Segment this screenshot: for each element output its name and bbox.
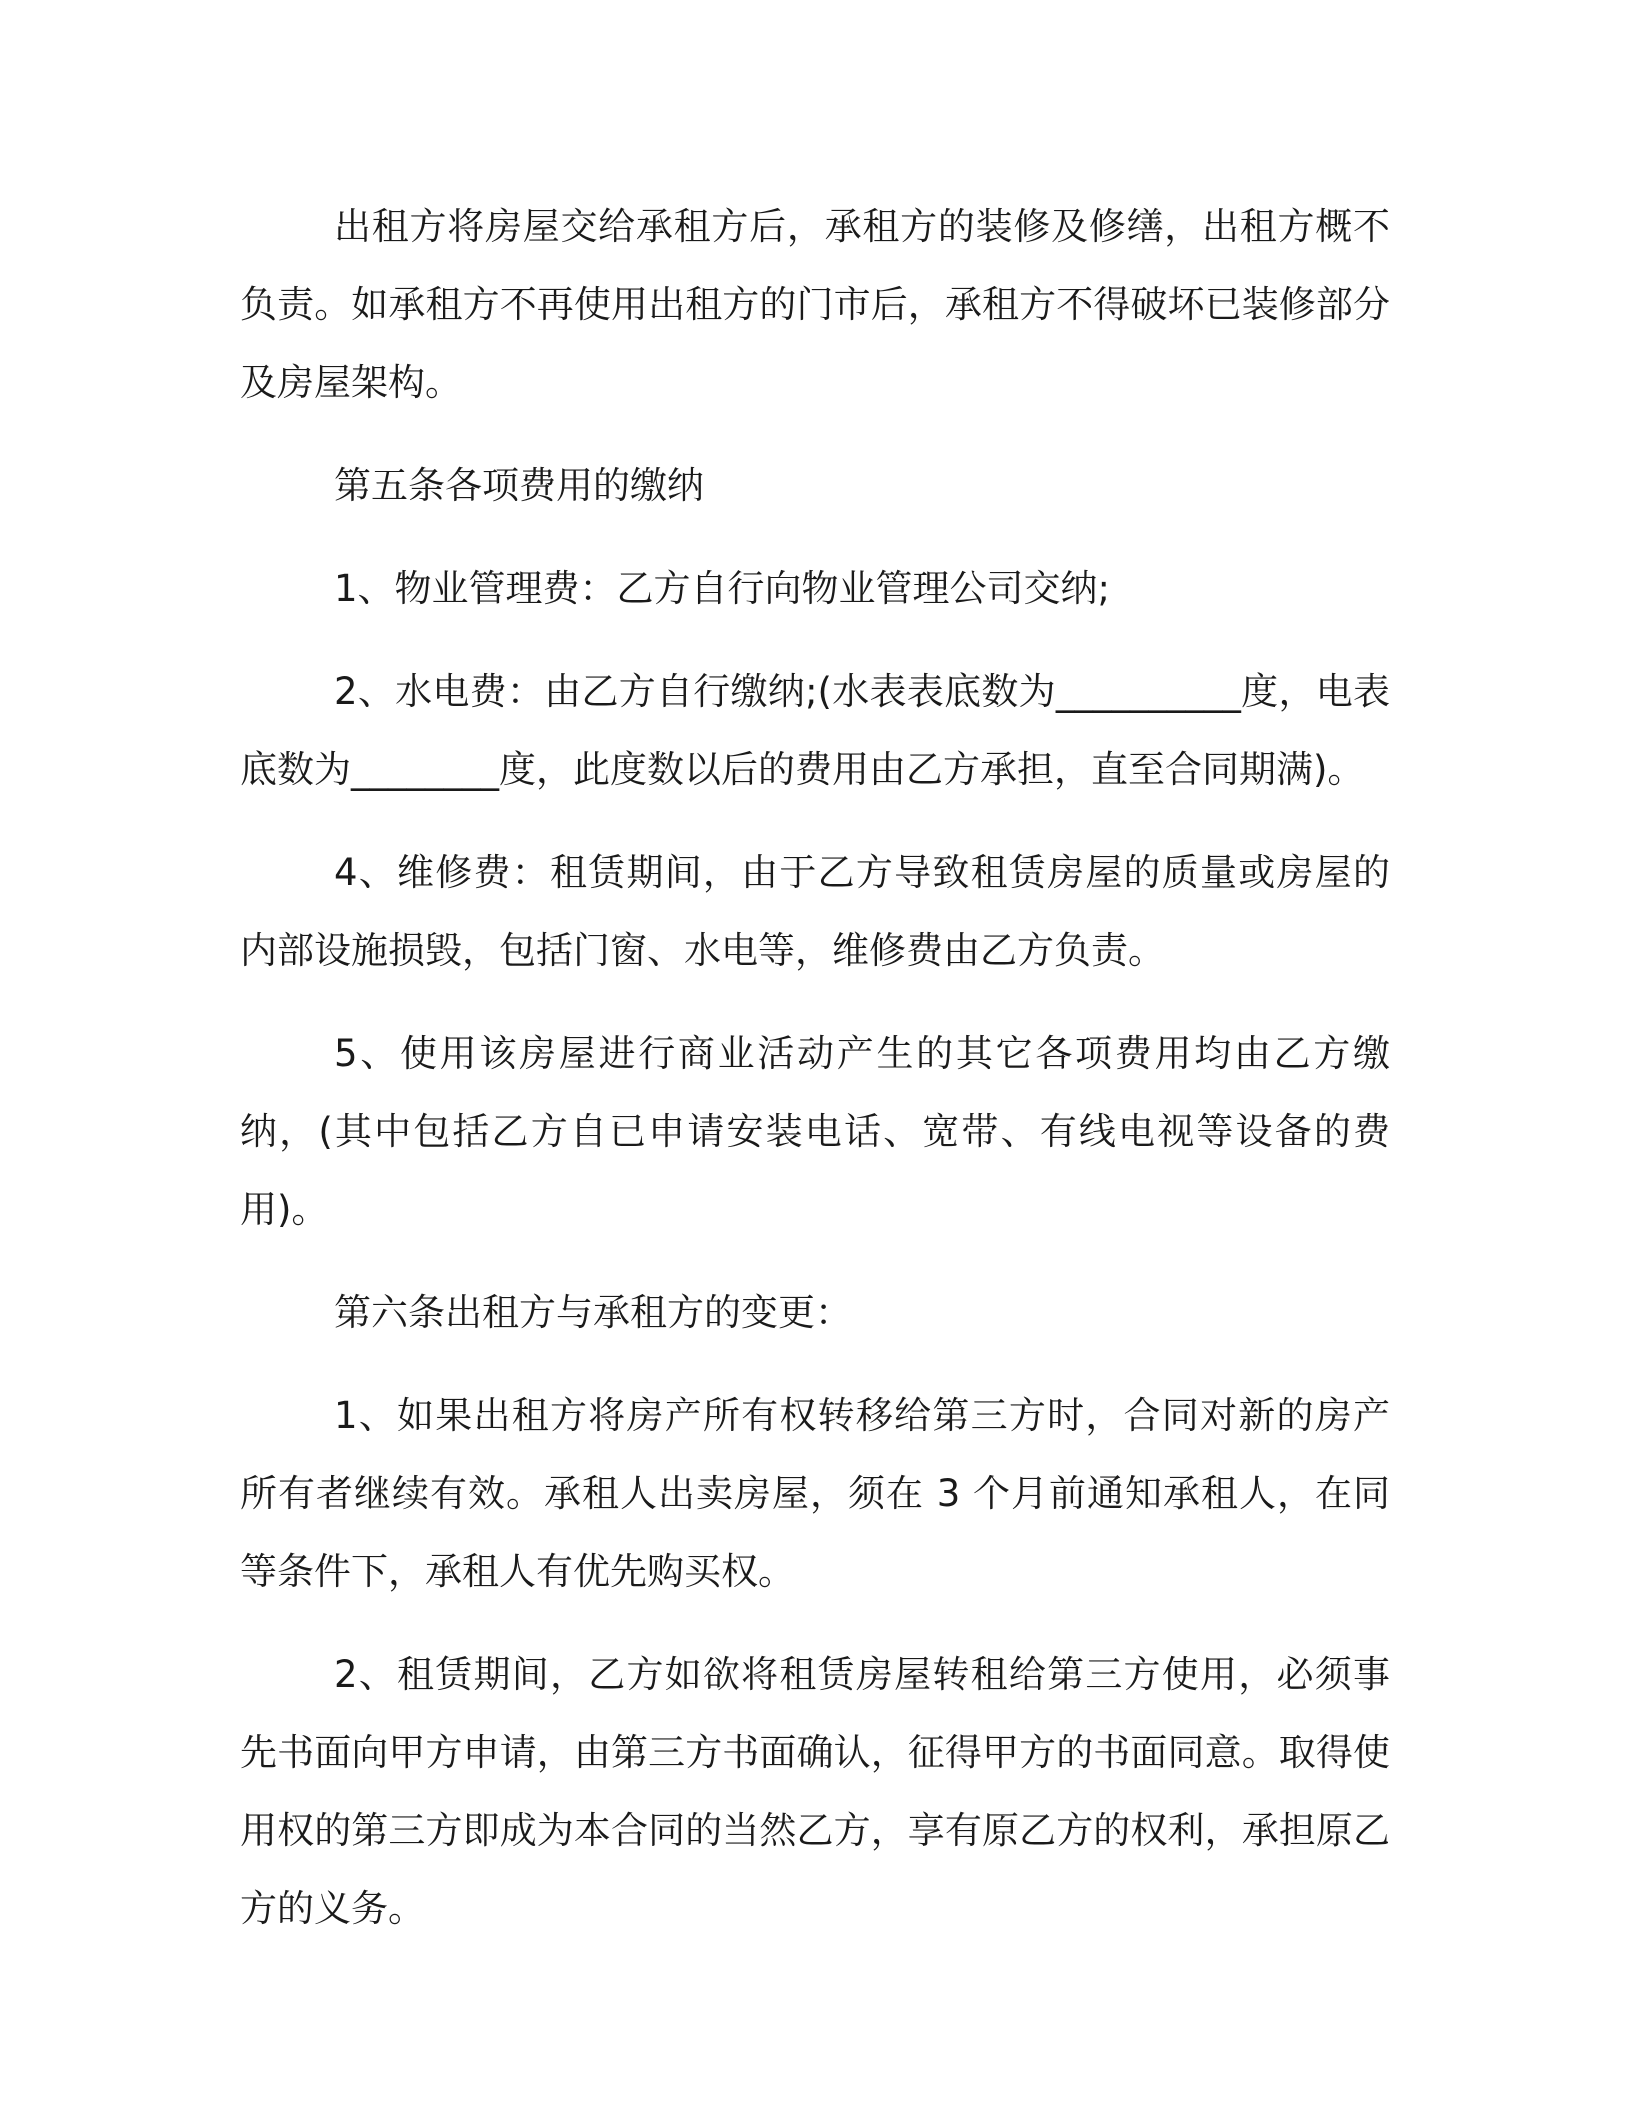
section-heading-article-5: 第五条各项费用的缴纳: [334, 464, 704, 507]
paragraph-other-fees: 5、使用该房屋进行商业活动产生的其它各项费用均由乙方缴纳，(其中包括乙方自已申请安装电话、宽带、有线电视等设备的费用)。: [240, 1032, 1390, 1231]
paragraph-ownership-transfer: 1、如果出租方将房产所有权转移给第三方时，合同对新的房产所有者继续有效。承租人出卖房屋，须在 3 个月前通知承租人，在同等条件下，承租人有优先购买权。: [240, 1394, 1390, 1593]
document-body: [240, 188, 1390, 1973]
paragraph-renovation-responsibility: 出租方将房屋交给承租方后，承租方的装修及修缮，出租方概不负责。如承租方不再使用出租方的门市后，承租方不得破坏已装修部分及房屋架构。: [240, 205, 1390, 404]
paragraph-property-management-fee: 1、物业管理费：乙方自行向物业管理公司交纳;: [334, 567, 1111, 610]
section-heading-article-6: 第六条出租方与承租方的变更：: [334, 1291, 852, 1334]
paragraph-utilities-fee: 2、水电费：由乙方自行缴纳;(水表表底数为__________度，电表底数为________度，此度数以后的费用由乙方承担，直至合同期满)。: [240, 670, 1390, 791]
paragraph-maintenance-fee: 4、维修费：租赁期间，由于乙方导致租赁房屋的质量或房屋的内部设施损毁，包括门窗、水电等，维修费由乙方负责。: [240, 851, 1390, 972]
paragraph-sublease: 2、租赁期间，乙方如欲将租赁房屋转租给第三方使用，必须事先书面向甲方申请，由第三方书面确认，征得甲方的书面同意。取得使用权的第三方即成为本合同的当然乙方，享有原乙方的权利，承担原乙方的义务。: [240, 1653, 1390, 1930]
